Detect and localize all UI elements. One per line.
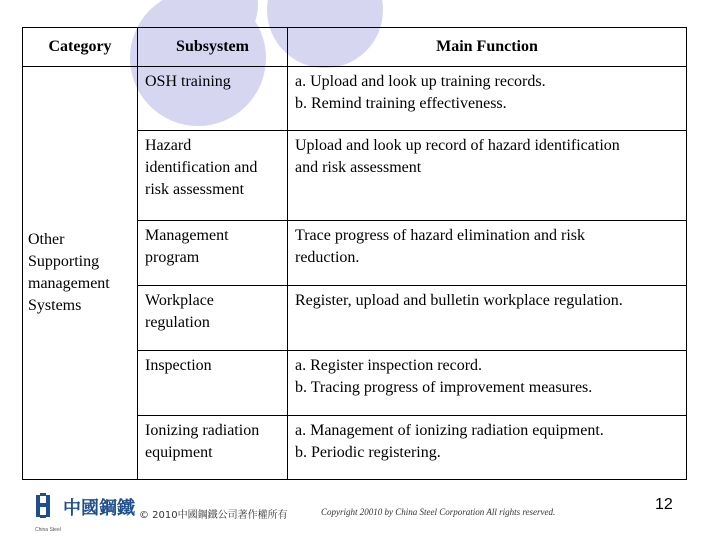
- function-text: b. Periodic registering.: [295, 444, 441, 461]
- table-header-row: [23, 28, 687, 67]
- subsystem-cell: [138, 286, 288, 351]
- category-line: Systems: [28, 297, 82, 314]
- subsystem-cell: [138, 416, 288, 480]
- function-text: b. Tracing progress of improvement measures.: [295, 379, 593, 396]
- subsystem-text: equipment: [145, 444, 213, 461]
- category-line: Supporting: [28, 253, 100, 270]
- function-text: a. Upload and look up training records.: [295, 73, 546, 90]
- subsystem-text: regulation: [145, 314, 210, 331]
- subsystem-cell: [138, 351, 288, 416]
- subsystem-text: risk assessment: [145, 181, 245, 198]
- subsystem-table: [22, 27, 687, 480]
- page-number: 12: [655, 496, 673, 513]
- function-cell: [288, 416, 687, 480]
- category-cell: [23, 67, 138, 480]
- category-line: Other: [28, 231, 65, 248]
- function-text: Trace progress of hazard elimination and risk: [295, 227, 585, 244]
- csc-emblem-icon: [36, 493, 50, 518]
- function-cell: [288, 286, 687, 351]
- function-text: Register, upload and bulletin workplace regulation.: [295, 292, 623, 309]
- subsystem-text: identification and: [145, 159, 258, 176]
- logo-subtext: China Steel: [35, 527, 61, 533]
- function-text: reduction.: [295, 249, 360, 266]
- function-text: a. Management of ionizing radiation equipment.: [295, 422, 604, 439]
- function-cell: [288, 221, 687, 286]
- subsystem-text: Inspection: [145, 357, 212, 374]
- function-text: and risk assessment: [295, 159, 422, 176]
- china-steel-logo: [33, 493, 138, 533]
- function-cell: [288, 131, 687, 221]
- function-text: Upload and look up record of hazard identification: [295, 137, 620, 154]
- subsystem-text: Management: [145, 227, 229, 244]
- function-text: a. Register inspection record.: [295, 357, 483, 374]
- function-cell: [288, 67, 687, 131]
- category-line: management: [28, 275, 110, 292]
- header-category: Category: [23, 28, 138, 67]
- subsystem-text: Hazard: [145, 137, 192, 154]
- subsystem-cell: [138, 131, 288, 221]
- subsystem-text: program: [145, 249, 200, 266]
- subsystem-text: Workplace: [145, 292, 214, 309]
- header-main-function: Main Function: [288, 28, 687, 67]
- subsystem-text: OSH training: [145, 73, 231, 90]
- subsystem-text: Ionizing radiation: [145, 422, 260, 439]
- copyright-english: Copyright 20010 by China Steel Corporation All rights reserved.: [321, 507, 556, 517]
- subsystem-cell: [138, 221, 288, 286]
- copyright-chinese: © 2010中國鋼鐵公司著作權所有: [139, 510, 288, 521]
- logo-text: 中國鋼鐵: [63, 498, 135, 519]
- subsystem-cell: [138, 67, 288, 131]
- table-row: [23, 67, 687, 131]
- function-cell: [288, 351, 687, 416]
- function-text: b. Remind training effectiveness.: [295, 95, 507, 112]
- header-subsystem: Subsystem: [138, 28, 288, 67]
